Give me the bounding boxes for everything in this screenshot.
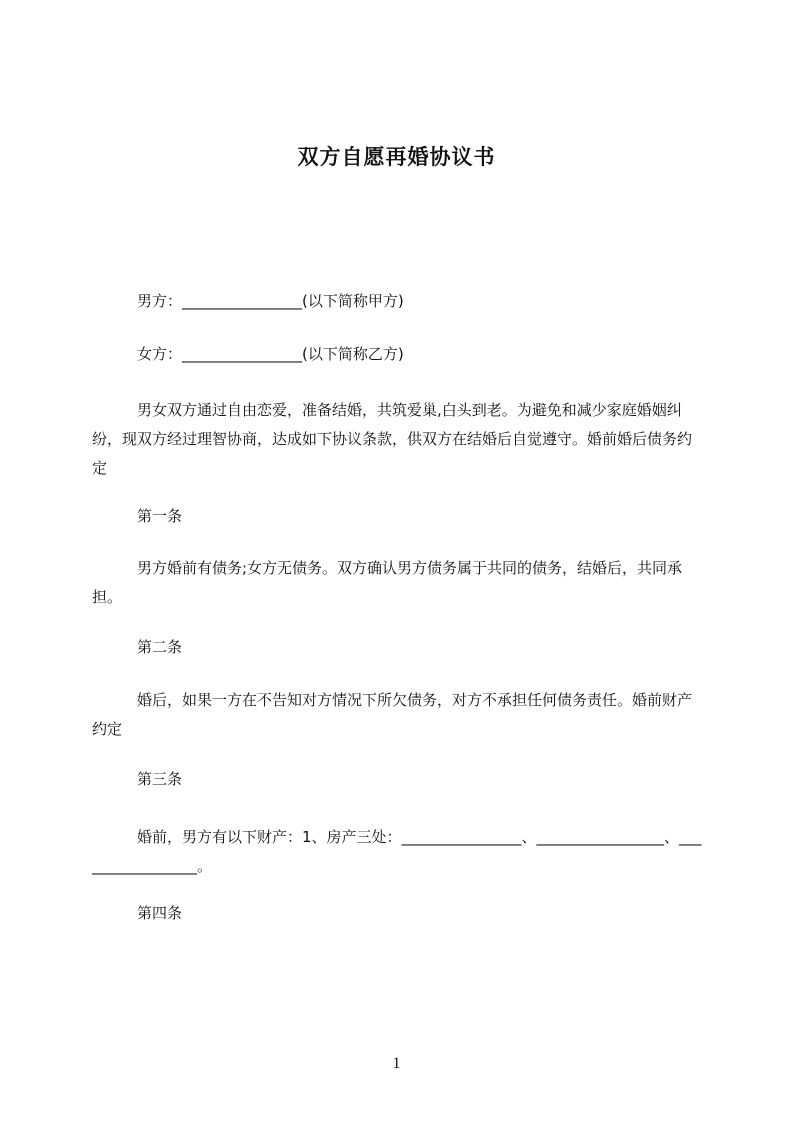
- article-3-body: 婚前，男方有以下财产：1、房产三处：________________、_________________、_________________。: [92, 828, 702, 875]
- intro-paragraph: 男女双方通过自由恋爱，准备结婚，共筑爱巢,白头到老。为避免和减少家庭婚姻纠纷，现双方经过理智协商，达成如下协议条款，供双方在结婚后自觉遵守。婚前婚后债务约定: [92, 401, 693, 477]
- article-4-heading: 第四条: [137, 904, 183, 922]
- party-b-line: 女方：________________(以下简称乙方): [137, 345, 404, 363]
- party-a-line: 男方：________________(以下简称甲方): [137, 292, 404, 310]
- article-3-heading: 第三条: [137, 770, 183, 788]
- article-1-heading: 第一条: [137, 507, 183, 525]
- document-title: 双方自愿再婚协议书: [297, 145, 496, 169]
- page-number: 1: [392, 1055, 401, 1072]
- article-1-body: 男方婚前有债务;女方无债务。双方确认男方债务属于共同的债务，结婚后，共同承担。: [92, 559, 683, 606]
- article-2-heading: 第二条: [137, 638, 183, 656]
- article-2-body: 婚后，如果一方在不告知对方情况下所欠债务，对方不承担任何债务责任。婚前财产约定: [92, 691, 693, 738]
